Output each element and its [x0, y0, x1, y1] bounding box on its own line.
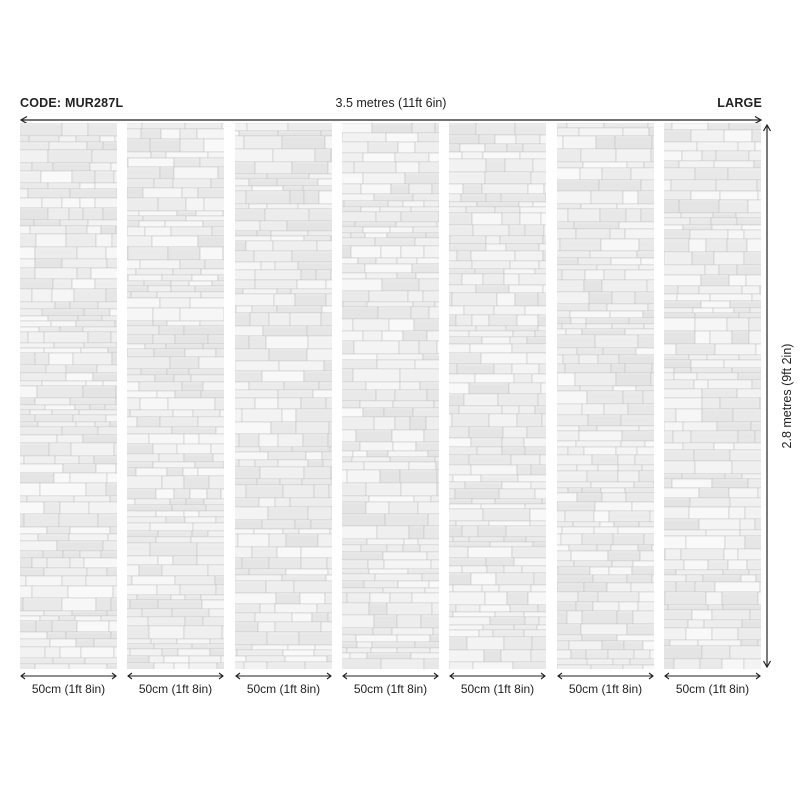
- panel-width-label: 50cm (1ft 8in): [353, 682, 428, 696]
- stone-wall-texture: [449, 123, 546, 669]
- panel-width-arrow-icon: [342, 672, 439, 680]
- panel-width-label: 50cm (1ft 8in): [675, 682, 750, 696]
- panel-width-arrow-icon: [449, 672, 546, 680]
- stone-wall-texture: [20, 123, 117, 669]
- wallpaper-panel: [664, 123, 761, 669]
- panel-width-label: 50cm (1ft 8in): [31, 682, 106, 696]
- panel-width-label: 50cm (1ft 8in): [460, 682, 535, 696]
- stone-wall-texture: [557, 123, 654, 669]
- stone-wall-texture: [664, 123, 761, 669]
- overall-width-label: 3.5 metres (11ft 6in): [335, 96, 447, 110]
- wallpaper-panel: [449, 123, 546, 669]
- header-row: [20, 96, 762, 114]
- panel-width-label: 50cm (1ft 8in): [568, 682, 643, 696]
- panel-width-arrow-icon: [127, 672, 224, 680]
- panel-width-label: 50cm (1ft 8in): [138, 682, 213, 696]
- panel-width-arrow-icon: [664, 672, 761, 680]
- stone-wall-texture: [342, 123, 439, 669]
- panel-width-arrow-icon: [235, 672, 332, 680]
- overall-height-text: 2.8 metres (9ft 2in): [780, 343, 794, 449]
- wallpaper-panel: [235, 123, 332, 669]
- stone-wall-texture: [235, 123, 332, 669]
- wallpaper-panel: [127, 123, 224, 669]
- wallpaper-panel: [557, 123, 654, 669]
- product-code: CODE: MUR287L: [20, 96, 124, 110]
- panel-width-arrow-icon: [20, 672, 117, 680]
- panel-width-label: 50cm (1ft 8in): [246, 682, 321, 696]
- stone-wall-texture: [127, 123, 224, 669]
- height-arrow-icon: [762, 124, 772, 668]
- panel-width-arrow-icon: [557, 672, 654, 680]
- wallpaper-panel: [20, 123, 117, 669]
- wallpaper-panel: [342, 123, 439, 669]
- size-label: LARGE: [717, 96, 762, 110]
